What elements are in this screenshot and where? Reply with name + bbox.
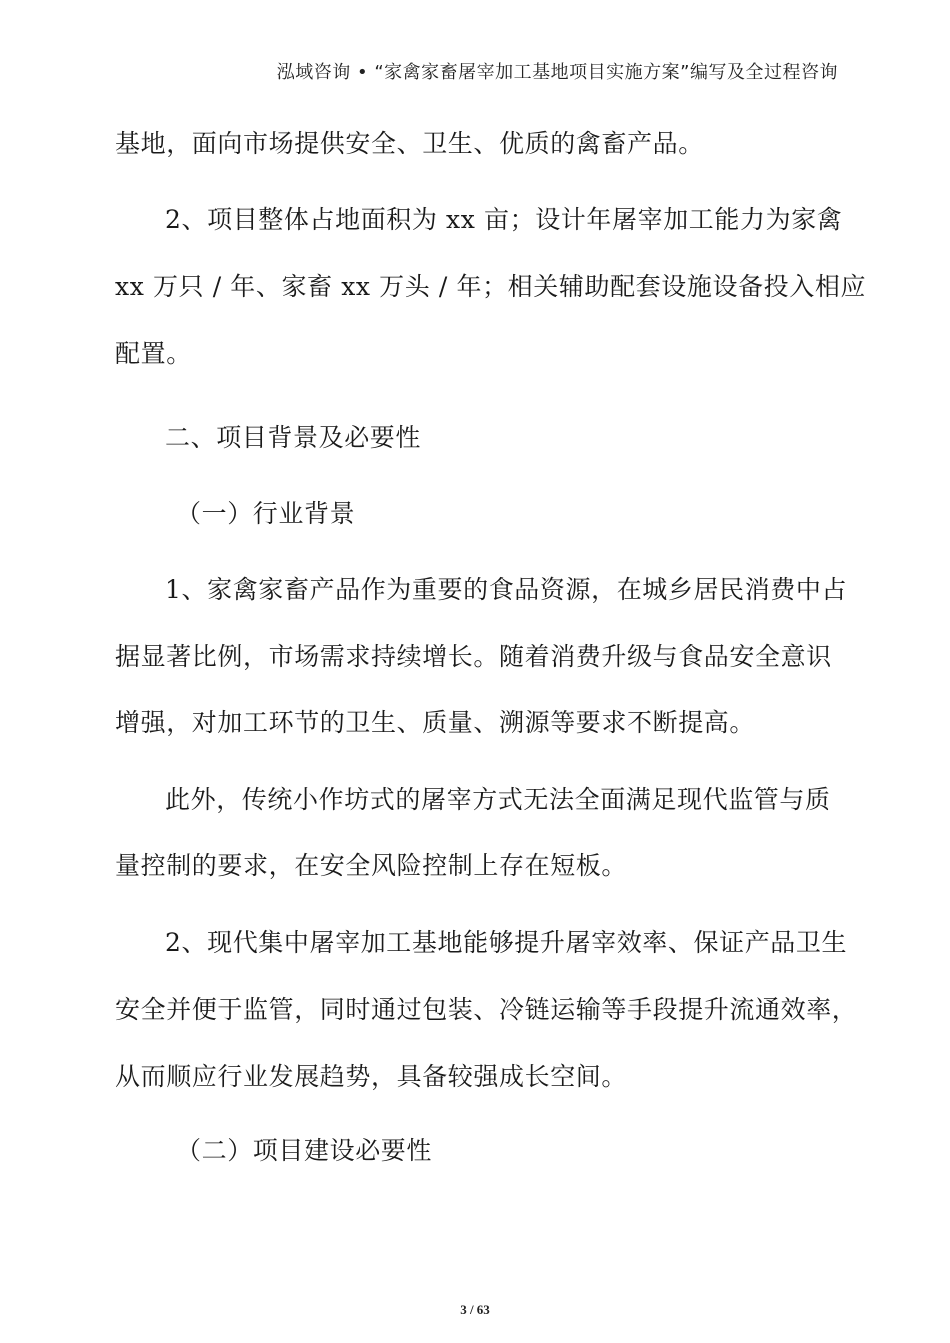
body-line: 据显著比例，市场需求持续增长。随着消费升级与食品安全意识 [115,642,832,671]
body-line: 2、现代集中屠宰加工基地能够提升屠宰效率、保证产品卫生 [165,928,848,957]
body-line: 2、项目整体占地面积为 xx 亩；设计年屠宰加工能力为家禽 [165,205,843,234]
body-line: 1、家禽家畜产品作为重要的食品资源，在城乡居民消费中占 [165,575,848,604]
body-line: 此外，传统小作坊式的屠宰方式无法全面满足现代监管与质 [165,785,831,814]
body-line: xx 万只 / 年、家畜 xx 万头 / 年；相关辅助配套设施设备投入相应 [115,272,867,301]
page-number: 3 / 63 [460,1302,490,1317]
page-header: 泓域咨询 • “家禽家畜屠宰加工基地项目实施方案”编写及全过程咨询 [276,62,838,83]
section-heading: 二、项目背景及必要性 [165,423,422,452]
body-line: 配置。 [115,339,192,368]
body-line: 安全并便于监管，同时通过包装、冷链运输等手段提升流通效率， [115,995,858,1024]
body-line: 基地，面向市场提供安全、卫生、优质的禽畜产品。 [115,129,704,158]
subsection-heading: （二）项目建设必要性 [176,1136,433,1165]
body-line: 从而顺应行业发展趋势，具备较强成长空间。 [115,1062,628,1091]
body-line: 增强，对加工环节的卫生、质量、溯源等要求不断提高。 [115,708,756,737]
body-line: 量控制的要求，在安全风险控制上存在短板。 [115,851,628,880]
subsection-heading: （一）行业背景 [176,499,356,528]
